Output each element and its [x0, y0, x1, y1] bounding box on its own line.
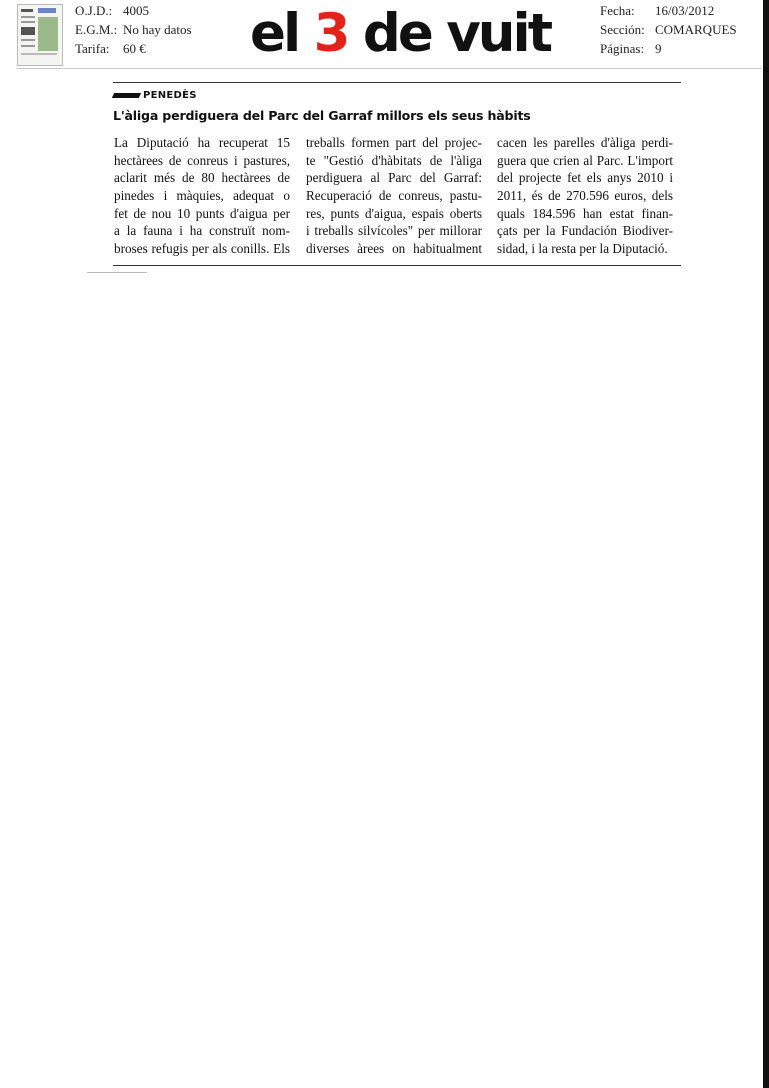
clipping-meta-left [75, 1, 192, 58]
section-marker-icon [112, 93, 141, 98]
article-bottom-rule [113, 265, 681, 266]
newspaper-logo [250, 0, 551, 70]
text-line: 2011, és de 270.596 euros, dels [497, 188, 673, 204]
meta-row-egm [75, 20, 192, 39]
text-line: hectàrees de conreus i pastures, [114, 152, 290, 168]
page-thumbnail [17, 4, 63, 66]
logo-number: 3 [313, 3, 348, 64]
article-column-1 [114, 134, 290, 258]
meta-key: E.G.M.: [75, 22, 118, 37]
meta-key: Tarifa: [75, 41, 110, 56]
text-line: fet de nou 10 punts d'aigua per [114, 205, 290, 221]
meta-row-paginas [600, 39, 737, 58]
text-line: guera que crien al Parc. L'import [497, 152, 673, 168]
article-column-3 [497, 134, 673, 258]
meta-value: COMARQUES [655, 22, 737, 37]
scan-artifact-line [87, 272, 147, 273]
meta-key: O.J.D.: [75, 3, 113, 18]
article-column-2 [306, 134, 482, 258]
text-line: res, punts d'aigua, espais oberts [306, 205, 482, 221]
meta-value: 16/03/2012 [655, 3, 715, 18]
meta-value: No hay datos [123, 22, 192, 37]
page-edge-bar [763, 0, 769, 1088]
text-line: i treballs silvícoles" per millorar [306, 223, 482, 239]
meta-row-ojd [75, 1, 192, 20]
text-line: sidad, i la resta per la Diputació. [497, 241, 668, 257]
article-headline: L'àliga perdiguera del Parc del Garraf millors els seus hàbits [113, 108, 531, 123]
text-line: çats per la Fundación Biodiver- [497, 223, 673, 239]
text-line: cacen les parelles d'àliga perdi- [497, 135, 673, 150]
logo-pre: el [250, 3, 314, 64]
meta-row-tarifa [75, 39, 192, 58]
text-line: La Diputació ha recuperat 15 [114, 135, 290, 150]
text-line: perdiguera al Parc del Garraf: [306, 170, 482, 186]
meta-value: 9 [655, 41, 662, 56]
article-top-rule [113, 82, 681, 83]
meta-key: Páginas: [600, 41, 645, 56]
section-label [113, 88, 197, 102]
meta-key: Sección: [600, 22, 645, 37]
text-line: a la fauna i ha construït nom- [114, 223, 290, 239]
logo-post: de vuit [347, 3, 551, 64]
text-line: aclarit més de 80 hectàrees de [114, 170, 290, 186]
meta-value: 60 € [123, 41, 146, 56]
section-name: PENEDÈS [143, 89, 197, 101]
text-line: del projecte fet els anys 2010 i [497, 170, 673, 186]
meta-key: Fecha: [600, 3, 635, 18]
text-line: te "Gestió d'hàbitats de l'àliga [306, 152, 482, 168]
text-line: diverses àrees on habitualment [306, 241, 482, 257]
text-line: Recuperació de conreus, pastu- [306, 188, 482, 204]
text-line: broses refugis per als conills. Els [114, 241, 290, 257]
text-line: pinedes i màquies, adequat o [114, 188, 290, 204]
header-divider [16, 68, 762, 69]
text-line: quals 184.596 han estat finan- [497, 205, 673, 221]
meta-value: 4005 [123, 3, 149, 18]
meta-row-seccion [600, 20, 737, 39]
text-line: treballs formen part del projec- [306, 135, 482, 150]
clipping-meta-right [600, 1, 737, 58]
meta-row-fecha [600, 1, 737, 20]
